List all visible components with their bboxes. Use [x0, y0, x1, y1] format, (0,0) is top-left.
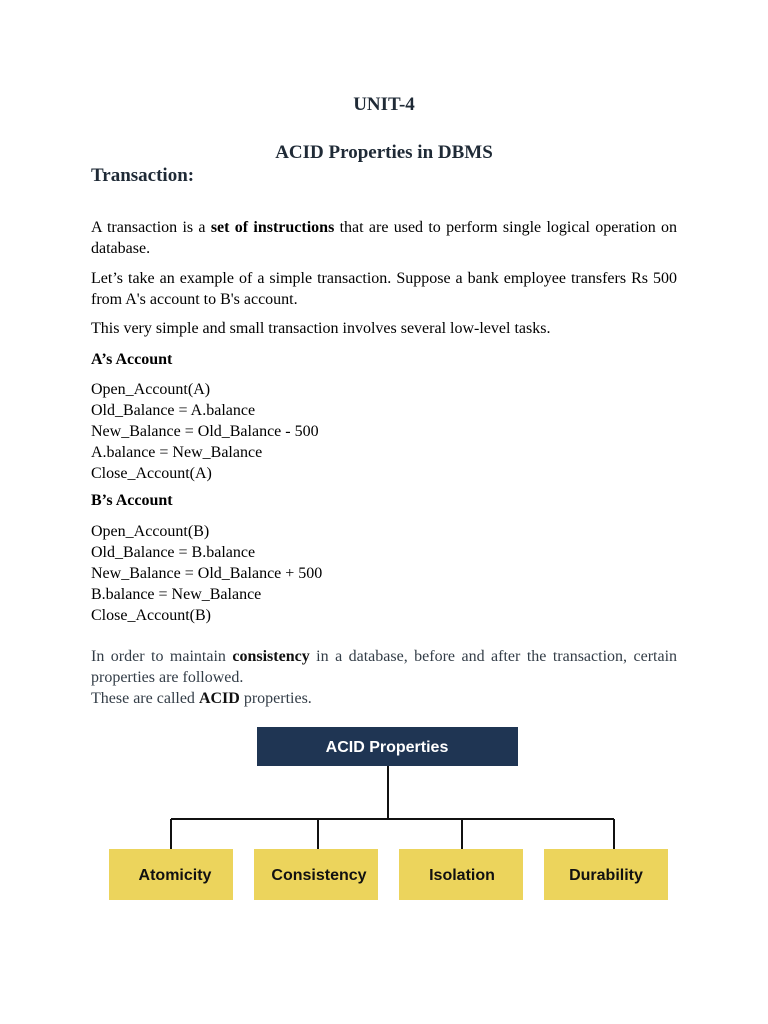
- root-node-label: ACID Properties: [325, 739, 449, 756]
- code-line: Open_Account(A): [91, 381, 211, 398]
- paragraph-acid-post: properties.: [239, 690, 312, 707]
- paragraph-consistency-bold: consistency: [232, 648, 310, 665]
- unit-heading: UNIT-4: [353, 94, 415, 115]
- transaction-heading: Transaction:: [91, 165, 195, 186]
- paragraph-consistency-pre: In order to maintain: [91, 648, 233, 665]
- paragraph-acid-pre: These are called: [91, 690, 199, 707]
- child-node-label: Isolation: [429, 867, 495, 884]
- child-node-atomicity: [109, 849, 233, 900]
- connector-lines: [171, 766, 614, 849]
- paragraph-acid-bold: ACID: [198, 690, 240, 707]
- code-line: New_Balance = Old_Balance + 500: [91, 565, 323, 582]
- code-line: A.balance = New_Balance: [91, 444, 263, 461]
- paragraph-tasks: This very simple and small transaction involves several low-level tasks.: [91, 320, 551, 337]
- page-title: ACID Properties in DBMS: [275, 142, 493, 163]
- code-line: New_Balance = Old_Balance - 500: [91, 423, 319, 440]
- child-node-durability: [544, 849, 668, 900]
- child-node-consistency: [254, 849, 378, 900]
- code-line: B.balance = New_Balance: [91, 586, 262, 603]
- root-node: [257, 727, 518, 766]
- paragraph-definition-pre: A transaction is a: [91, 219, 211, 236]
- paragraph-example: Let’s take an example of a simple transaction. Suppose a bank employee transfers Rs 500 from A's account to B's account.: [91, 270, 677, 308]
- code-line: Close_Account(B): [91, 607, 211, 624]
- child-node-label: Durability: [569, 867, 643, 884]
- b-account-heading: B’s Account: [91, 492, 173, 509]
- code-line: Old_Balance = B.balance: [91, 544, 256, 561]
- child-node-isolation: [399, 849, 523, 900]
- paragraph-definition-post: that are used to perform single logical operation on database.: [91, 219, 677, 257]
- child-node-label: Consistency: [271, 867, 367, 884]
- child-node-label: Atomicity: [138, 867, 212, 884]
- code-line: Close_Account(A): [91, 465, 212, 482]
- code-line: Open_Account(B): [91, 523, 210, 540]
- paragraph-consistency-post: in a database, before and after the transaction, certain properties are followed.: [91, 648, 678, 686]
- a-account-heading: A’s Account: [91, 351, 173, 368]
- code-line: Old_Balance = A.balance: [91, 402, 256, 419]
- paragraph-definition-bold: set of instructions: [210, 219, 335, 236]
